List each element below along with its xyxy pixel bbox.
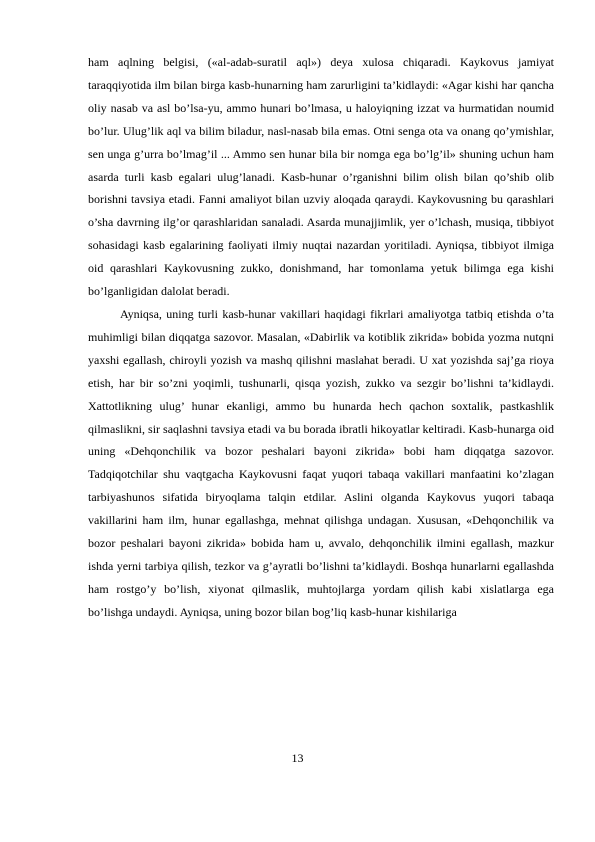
page-number: 13 [291,751,304,765]
paragraph-2: Ayniqsa, uning turli kasb-hunar vakillari haqidagi fikrlari amaliyotga tatbiq etishda o’ta muhimligi bilan diqqatga sazovor. Masalan, «Dabirlik va kotiblik zikrida» bobida yozma nutqni yaxshi egallash, chiroyli yozish va mashq qilishni maslahat beradi. U xat yozishda saj’ga rioya etish, har bir so’zni yoqimli, tushunarli, qisqa yozish, zukko va sezgir bo’lishni ta’kidlaydi. Xattotlikning ulug’ hunar ekanligi, ammo bu hunarda hech qachon soxtalik, pastkashlik qilmaslikni, sir saqlashni tavsiya etadi va bu borada ibratli hikoyatlar keltiradi. Kasb-hunarga oid uning «Dehqonchilik va bozor peshalari bayoni zikrida» bobi ham diqqatga sazovor. Tadqiqotchilar shu vaqtgacha Kaykovusni faqat yuqori tabaqa vakillari manfaatini ko’zlagan tarbiyashunos sifatida biryoqlama talqin etdilar. Aslini olganda Kaykovus yuqori tabaqa vakillarini ham ilm, hunar egallashga, mehnat qilishga undagan. Xususan, «Dehqonchilik va bozor peshalari bayoni zikrida» bobida ham u, avvalo, dehqonchilik ilmini egallash, mazkur ishda yerni tarbiya qilish, tezkor va g’ayratli bo’lishni ta’kidlaydi. Boshqa hunarlarni egallashda ham rostgo’y bo’lish, xiyonat qilmaslik, muhtojlarga yordam qilish kabi xislatlarga ega bo’lishga undaydi. Ayniqsa, uning bozor bilan bog’liq kasb-hunar kishilariga [88,306,554,619]
document-page [88,51,554,624]
paragraph-1: ham aqlning belgisi, («al-adab-suratil aql») deya xulosa chiqaradi. Kaykovus jamiyat taraqqiyotida ilm bilan birga kasb-hunarning ham zarurligini ta’kidlaydi: «Agar kishi har qancha oliy nasab va asl bo’lsa-yu, ammo hunari bo’lmasa, u haloyiqning izzat va hurmatidan noumid bo’lur. Ulug’lik aql va bilim biladur, nasl-nasab bila emas. Otni senga ota va onang qo’ymishlar, sen unga g’urra bo’lmag’il ... Ammo sen hunar bila bir nomga ega bo’lg’il» shuning uchun ham asarda turli kasb egalari ulug’lanadi. Kasb-hunar o’rganishni bilim olish bilan qo’shib olib borishni tavsiya etadi. Fanni amaliyot bilan uzviy aloqada qaraydi. Kaykovusning bu qarashlari o’sha davrning ilg’or qarashlaridan sanaladi. Asarda munajjimlik, yer o’lchash, musiqa, tibbiyot sohasidagi kasb egalarining faoliyati ilmiy nuqtai nazardan yoritiladi. Ayniqsa, tibbiyot ilmiga oid qarashlari Kaykovusning zukko, donishmand, har tomonlama yetuk bilimga ega kishi bo’lganligidan dalolat beradi. [88,55,554,299]
